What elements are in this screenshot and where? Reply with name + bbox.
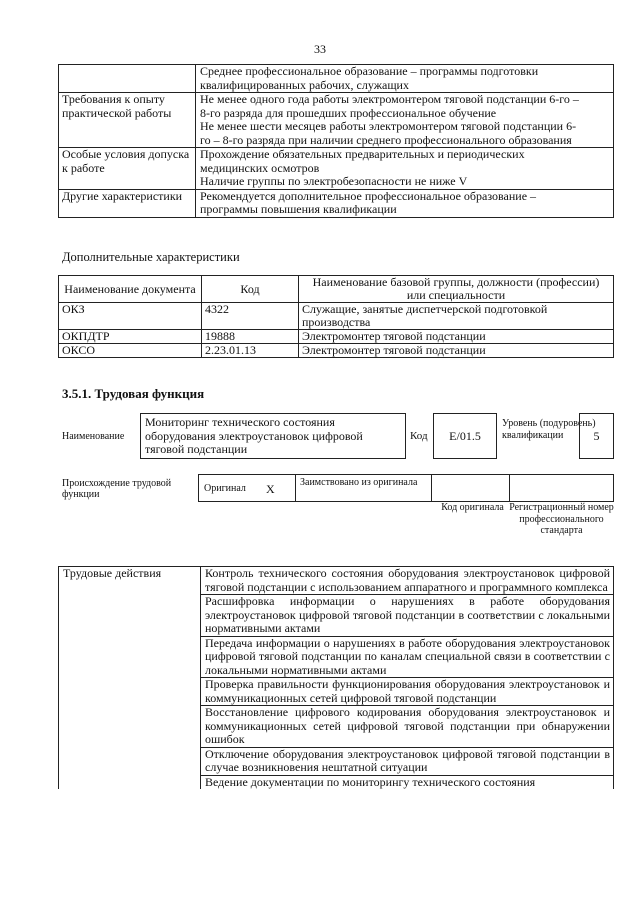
caption-reg: Регистрационный номер профессионального стандарта	[509, 502, 614, 536]
text-line: 8-го разряда для прошедших профессиональное обучение	[200, 105, 497, 120]
section-title: 3.5.1. Трудовая функция	[62, 386, 205, 401]
origin-label: Происхождение трудовой функции	[62, 478, 172, 500]
actions-table	[58, 566, 614, 789]
action-item: Передача информации о нарушениях в работе оборудования электроустановок цифровой тяговой подстанции по каналам специальной связи в соответствии с локальными нормативными актами	[201, 636, 614, 678]
req-value	[196, 93, 614, 148]
additional-table	[58, 275, 614, 358]
level-label	[502, 418, 640, 442]
function-code: E/01.5	[433, 413, 497, 459]
original-cell	[198, 474, 296, 502]
caption-code: Код оригинала	[441, 502, 504, 513]
actions-label: Трудовые действия	[59, 567, 201, 790]
text-line: Наличие группы по электробезопасности не ниже V	[200, 174, 468, 188]
header-cell: Наименование базовой группы, должности (профессии) или специальности	[299, 276, 614, 303]
text-line: квалифицированных рабочих, служащих	[200, 77, 409, 92]
table-cell: 4322	[202, 303, 299, 330]
table-cell: 2.23.01.13	[202, 344, 299, 358]
origin-row	[198, 474, 614, 502]
borrowed-label: Заимствовано из оригинала	[300, 477, 418, 488]
text-line: Рекомендуется дополнительное профессиональное образование –	[200, 188, 537, 203]
text-line: медицинских осмотров	[200, 160, 320, 175]
table-row	[59, 330, 614, 344]
text-line: Среднее профессиональное образование – программы подготовки	[200, 64, 539, 78]
action-item: Проверка правильности функционирования оборудования электроустановок и коммуникационных сетей цифровой тяговой подстанции	[201, 678, 614, 706]
req-label: Требования к опыту практической работы	[59, 93, 196, 148]
req-value	[196, 189, 614, 217]
requirements-table	[58, 64, 614, 218]
table-cell: ОКСО	[59, 344, 202, 358]
additional-heading: Дополнительные характеристики	[62, 250, 240, 264]
action-item: Ведение документации по мониторингу технического состояния	[201, 775, 614, 789]
req-label	[59, 65, 196, 93]
req-value	[196, 148, 614, 190]
table-row	[59, 303, 614, 330]
level-value: 5	[579, 413, 614, 459]
header-cell: Наименование документа	[59, 276, 202, 303]
table-row	[59, 65, 614, 93]
original-code-cell	[431, 474, 510, 502]
action-item: Контроль технического состояния оборудования электроустановок цифровой тяговой подстанции с использованием аппаратного и программного комплекса	[201, 567, 614, 595]
req-label: Другие характеристики	[59, 189, 196, 217]
text-line: Прохождение обязательных предварительных и периодических	[200, 147, 525, 161]
table-row	[59, 344, 614, 358]
reg-number-cell	[509, 474, 614, 502]
name-label: Наименование	[62, 431, 125, 442]
action-item: Восстановление цифрового кодирования оборудования электроустановок и коммуникационных сетей цифровой тяговой подстанции при обнаружении ошибок	[201, 706, 614, 748]
table-header-row	[59, 276, 614, 303]
table-row	[59, 567, 614, 595]
table-row	[59, 93, 614, 148]
page-number: 33	[314, 42, 326, 56]
action-item: Расшифровка информации о нарушениях в работе оборудования электроустановок цифровой тяговой подстанции в соответствии с локальными нормативными актами	[201, 595, 614, 637]
text-line: программы повышения квалификации	[200, 202, 397, 216]
header-cell: Код	[202, 276, 299, 303]
table-cell: Электромонтер тяговой подстанции	[299, 330, 614, 344]
action-item: Отключение оборудования электроустановок цифровой тяговой подстанции в случае возникновения нештатной ситуации	[201, 747, 614, 775]
level-label-text: Уровень (подуровень) квалификации	[502, 418, 596, 441]
text-line: Не менее шести месяцев работы электромонтером тяговой подстанции 6-	[200, 119, 577, 133]
borrowed-cell	[295, 474, 432, 502]
original-label: Оригинал	[204, 483, 246, 494]
table-cell: Электромонтер тяговой подстанции	[299, 344, 614, 358]
table-cell: ОКЗ	[59, 303, 202, 330]
req-label: Особые условия допуска к работе	[59, 148, 196, 190]
table-cell: Служащие, занятые диспетчерской подготовкой производства	[299, 303, 614, 330]
table-cell: ОКПДТР	[59, 330, 202, 344]
original-mark: X	[266, 482, 275, 496]
table-row	[59, 189, 614, 217]
function-name: Мониторинг технического состояния оборудования электроустановок цифровой тяговой подстанции	[140, 413, 406, 459]
text-line: Не менее одного года работы электромонтером тяговой подстанции 6-го –	[200, 92, 579, 106]
table-cell: 19888	[202, 330, 299, 344]
text-line: го – 8-го разряда при наличии среднего профессионального образования	[200, 132, 572, 147]
req-value	[196, 65, 614, 93]
code-label: Код	[410, 430, 428, 442]
table-row	[59, 148, 614, 190]
